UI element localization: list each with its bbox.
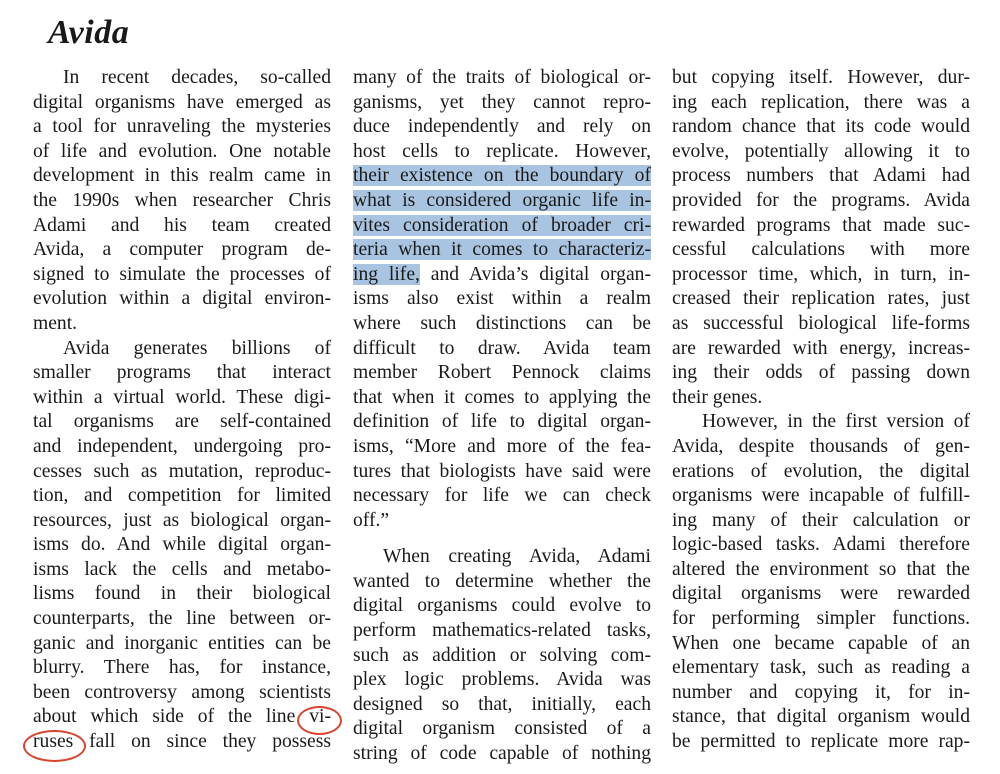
text-line: [353, 594, 651, 619]
text-line: [33, 312, 331, 337]
text-line: [353, 386, 651, 411]
text-segment: counterparts, the line between or-: [33, 608, 331, 630]
text-line: [353, 91, 651, 116]
text-line: [33, 140, 331, 165]
text-segment: and independent, undergoing pro-: [33, 435, 331, 457]
text-line: [353, 189, 651, 214]
text-segment: but copying itself. However, dur-: [672, 67, 970, 88]
text-column-3: [672, 66, 970, 755]
text-segment: Avida, despite thousands of gen-: [672, 435, 970, 457]
text-segment: cessful calculations with more: [672, 239, 970, 261]
text-line: [672, 730, 970, 755]
text-segment: organisms were incapable of fulfill-: [672, 485, 970, 507]
text-line: [33, 337, 331, 362]
text-segment: processor time, which, in turn, in-: [672, 263, 970, 285]
text-line: [33, 533, 331, 558]
text-line: [672, 140, 970, 165]
text-segment: digital organisms were rewarded: [672, 583, 970, 605]
text-line: [672, 386, 970, 411]
text-line: [672, 164, 970, 189]
text-line: [353, 312, 651, 337]
text-line: [672, 287, 970, 312]
text-line: [353, 570, 651, 595]
text-segment: as successful biological life-forms: [672, 312, 970, 334]
text-line: [33, 164, 331, 189]
highlighted-text: their existence on the boundary of: [353, 165, 651, 187]
text-line: [353, 668, 651, 693]
highlighted-text: teria when it comes to characteriz-: [353, 239, 651, 261]
text-line: [33, 361, 331, 386]
text-segment: tures that biologists have said were: [353, 460, 651, 482]
article-title: Avida: [48, 14, 130, 51]
text-segment: member Robert Pennock claims: [353, 362, 651, 384]
text-segment: isms lack the cells and metabo-: [33, 558, 331, 580]
text-line: [672, 607, 970, 632]
text-segment: isms, “More and more of the fea-: [353, 435, 651, 457]
text-segment: random chance that its code would: [672, 116, 970, 138]
text-line: [353, 693, 651, 718]
text-segment: host cells to replicate. However,: [353, 140, 651, 162]
text-segment: and Avida’s digital organ-: [419, 263, 651, 285]
text-line: [33, 558, 331, 583]
text-segment: development in this realm came in: [33, 165, 331, 187]
text-segment: of life and evolution. One notable: [33, 140, 331, 162]
text-segment: tal organisms are self-contained: [33, 411, 331, 433]
text-segment: designed so that, initially, each: [353, 693, 651, 715]
text-segment: lisms found in their biological: [33, 583, 331, 605]
text-line: [353, 435, 651, 460]
text-segment: ing many of their calculation or: [672, 509, 970, 531]
text-segment: When one became capable of an: [672, 632, 970, 654]
text-segment: blurry. There has, for instance,: [33, 657, 331, 679]
text-segment: erations of evolution, the digital: [672, 460, 970, 482]
text-line: [353, 263, 651, 288]
text-segment: wanted to determine whether the: [353, 570, 651, 592]
text-segment: creased their replication rates, just: [672, 288, 970, 310]
text-segment: When creating Avida, Adami: [383, 546, 651, 568]
text-segment: logic-based tasks. Adami therefore: [672, 534, 970, 556]
text-segment: However, in the first version of: [702, 411, 970, 433]
text-line: [672, 115, 970, 140]
text-line: [672, 410, 970, 435]
text-line: [33, 632, 331, 657]
text-line: [353, 115, 651, 140]
text-segment: evolution within a digital environ-: [33, 288, 331, 310]
text-segment: been controversy among scientists: [33, 681, 331, 703]
text-line: [672, 214, 970, 239]
text-segment: resources, just as biological organ-: [33, 509, 331, 531]
text-line: [672, 656, 970, 681]
text-segment: are rewarded with energy, increas-: [672, 337, 970, 359]
text-line: [33, 214, 331, 239]
text-segment: their genes.: [672, 386, 763, 408]
text-segment: ganic and inorganic entities can be: [33, 632, 331, 654]
text-segment: ganisms, yet they cannot repro-: [353, 91, 651, 113]
text-segment: plex logic problems. Avida was: [353, 669, 651, 691]
text-line: [33, 91, 331, 116]
text-line: [353, 742, 651, 767]
text-line: [672, 632, 970, 657]
text-line: [353, 140, 651, 165]
text-segment: within a virtual world. These digi-: [33, 386, 331, 408]
text-segment: such as addition or solving com-: [353, 644, 651, 666]
text-segment: a tool for unraveling the mysteries: [33, 116, 331, 138]
text-segment: string of code capable of nothing: [353, 743, 651, 765]
text-line: [33, 115, 331, 140]
text-segment: rewarded programs that made suc-: [672, 214, 970, 236]
text-segment: difficult to draw. Avida team: [353, 337, 651, 359]
text-segment: definition of life to digital organ-: [353, 411, 651, 433]
text-segment: perform mathematics-related tasks,: [353, 620, 651, 642]
text-segment: tion, and competition for limited: [33, 485, 331, 507]
text-line: [353, 214, 651, 239]
text-line: [33, 66, 331, 91]
text-line: [672, 681, 970, 706]
text-segment: process numbers that Adami had: [672, 165, 970, 187]
highlighted-text: what is considered organic life in-: [353, 189, 651, 211]
text-line: [33, 238, 331, 263]
text-segment: be permitted to replicate more rap-: [672, 731, 970, 753]
text-segment: elementary task, such as reading a: [672, 657, 970, 679]
text-line: [33, 287, 331, 312]
text-segment: isms do. And while digital organ-: [33, 534, 331, 556]
text-line: [672, 312, 970, 337]
text-segment: Avida generates billions of: [63, 337, 331, 359]
text-segment: number and copying it, for in-: [672, 681, 970, 703]
text-segment: stance, that digital organism would: [672, 706, 970, 728]
highlighted-text: vites consideration of broader cri-: [353, 214, 651, 236]
text-segment: digital organisms could evolve to: [353, 595, 651, 617]
text-line: [33, 484, 331, 509]
text-line: [672, 558, 970, 583]
text-line: [353, 287, 651, 312]
text-line: [672, 705, 970, 730]
text-line: [353, 66, 651, 91]
text-segment: evolve, potentially allowing it to: [672, 140, 970, 162]
text-segment: Avida, a computer program de-: [33, 239, 331, 261]
text-segment: In recent decades, so-called: [63, 67, 331, 88]
text-segment: about which side of the line vi-: [33, 706, 331, 728]
text-line: [33, 189, 331, 214]
text-line: [672, 189, 970, 214]
text-line: [672, 91, 970, 116]
text-line: [353, 410, 651, 435]
text-line: [672, 460, 970, 485]
text-line: [33, 656, 331, 681]
text-line: [33, 730, 331, 755]
text-line: [33, 509, 331, 534]
text-segment: signed to simulate the processes of: [33, 263, 331, 285]
text-line: [353, 509, 651, 534]
text-line: [672, 263, 970, 288]
text-segment: Adami and his team created: [33, 214, 331, 236]
text-line: [33, 410, 331, 435]
text-line: [672, 361, 970, 386]
text-line: [353, 545, 651, 570]
text-segment: off.”: [353, 509, 390, 531]
text-segment: the 1990s when researcher Chris: [33, 189, 331, 211]
text-segment: ing each replication, there was a: [672, 91, 970, 113]
text-column-2: [353, 66, 651, 767]
text-line: [33, 435, 331, 460]
text-segment: isms also exist within a realm: [353, 288, 651, 310]
text-segment: necessary for life we can check: [353, 485, 651, 507]
text-line: [353, 484, 651, 509]
text-segment: for performing simpler functions.: [672, 608, 970, 630]
text-segment: digital organisms have emerged as: [33, 91, 331, 113]
text-line: [353, 717, 651, 742]
highlighted-text: ing life,: [353, 263, 420, 285]
text-line: [33, 681, 331, 706]
text-segment: provided for the programs. Avida: [672, 189, 970, 211]
text-line: [33, 386, 331, 411]
text-line: [672, 484, 970, 509]
text-column-1: [33, 66, 331, 755]
text-segment: ment.: [33, 312, 78, 334]
text-line: [353, 644, 651, 669]
text-segment: ruses fall on since they possess: [33, 731, 331, 753]
text-segment: digital organism consisted of a: [353, 718, 651, 740]
text-line: [672, 509, 970, 534]
text-segment: altered the environment so that the: [672, 558, 970, 580]
text-line: [33, 607, 331, 632]
text-segment: duce independently and rely on: [353, 116, 651, 138]
text-line: [672, 435, 970, 460]
text-segment: smaller programs that interact: [33, 362, 331, 384]
text-line: [353, 619, 651, 644]
text-line: [353, 361, 651, 386]
text-line: [33, 582, 331, 607]
text-line: [353, 460, 651, 485]
text-line: [33, 705, 331, 730]
text-line: [672, 582, 970, 607]
text-line: [353, 238, 651, 263]
text-line: [672, 337, 970, 362]
text-line: [672, 66, 970, 91]
text-line: [672, 533, 970, 558]
text-line: [353, 164, 651, 189]
text-line: [33, 263, 331, 288]
text-line: [672, 238, 970, 263]
text-line: [33, 460, 331, 485]
text-segment: that when it comes to applying the: [353, 386, 651, 408]
text-line: [353, 337, 651, 362]
text-segment: many of the traits of biological or-: [353, 67, 651, 88]
text-segment: ing their odds of passing down: [672, 362, 970, 384]
text-segment: cesses such as mutation, reproduc-: [33, 460, 331, 482]
text-segment: where such distinctions can be: [353, 312, 651, 334]
